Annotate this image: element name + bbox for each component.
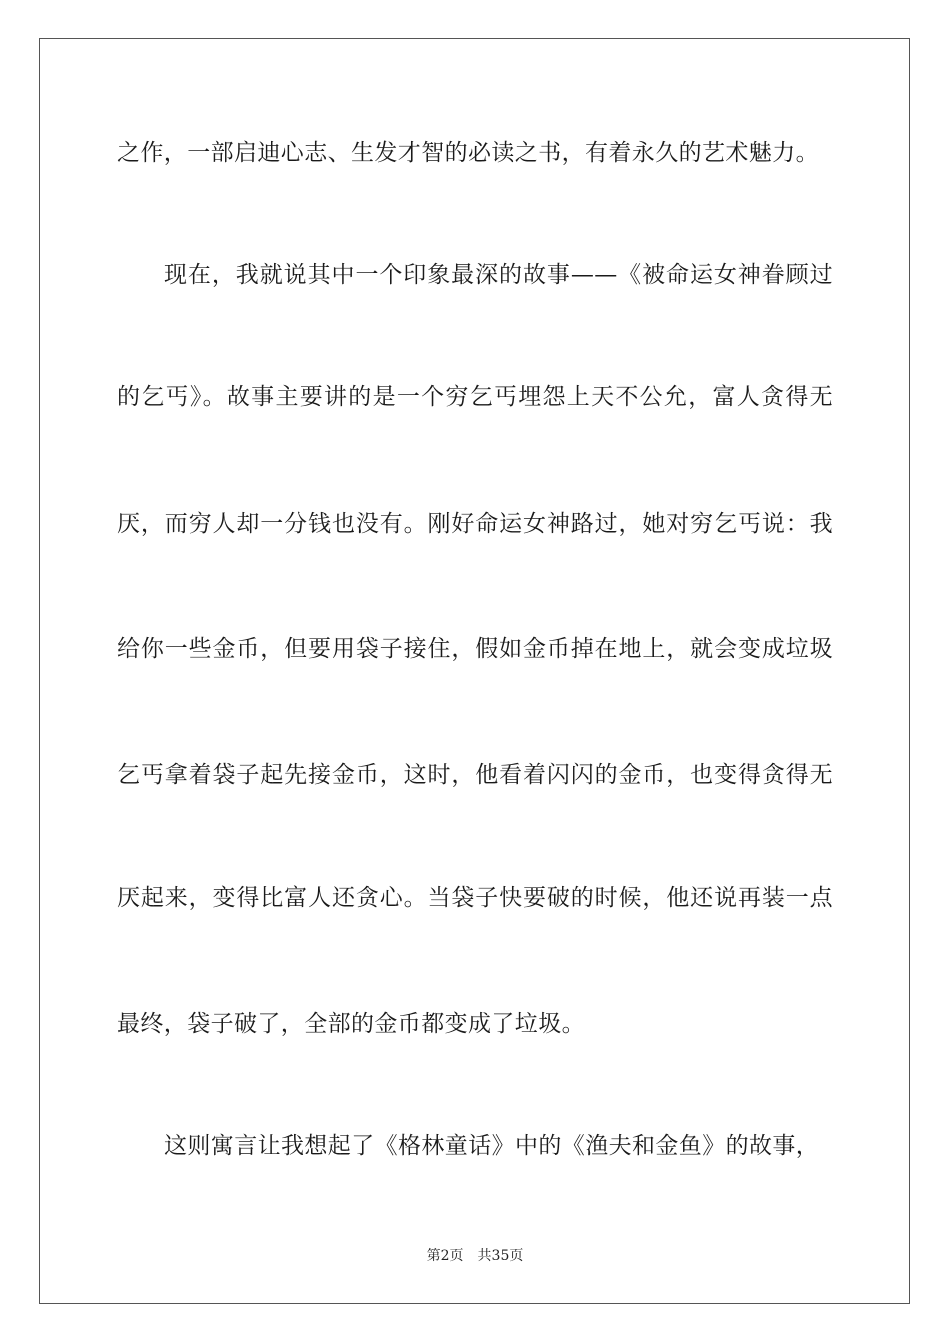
page-total: 共35页 bbox=[477, 1248, 524, 1264]
page-frame bbox=[39, 38, 910, 1304]
page-number: 第2页 bbox=[426, 1248, 464, 1264]
text-line-9: 这则寓言让我想起了《格林童话》中的《渔夫和金鱼》的故事， bbox=[164, 1133, 820, 1159]
page-footer bbox=[0, 1247, 950, 1265]
text-line-5: 给你一些金币，但要用袋子接住，假如金币掉在地上，就会变成垃圾 bbox=[117, 636, 833, 662]
text-line-4: 厌，而穷人却一分钱也没有。刚好命运女神路过，她对穷乞丐说：我 bbox=[117, 511, 833, 537]
text-line-2: 现在，我就说其中一个印象最深的故事——《被命运女神眷顾过 bbox=[164, 262, 833, 288]
text-line-6: 乞丐拿着袋子起先接金币，这时，他看着闪闪的金币，也变得贪得无 bbox=[117, 762, 833, 788]
text-line-3: 的乞丐》。故事主要讲的是一个穷乞丐埋怨上天不公允，富人贪得无 bbox=[117, 384, 833, 410]
text-line-1: 之作，一部启迪心志、生发才智的必读之书，有着永久的艺术魅力。 bbox=[117, 140, 819, 166]
text-line-8: 最终，袋子破了，全部的金币都变成了垃圾。 bbox=[117, 1011, 585, 1037]
text-line-7: 厌起来，变得比富人还贪心。当袋子快要破的时候，他还说再装一点 bbox=[117, 885, 833, 911]
